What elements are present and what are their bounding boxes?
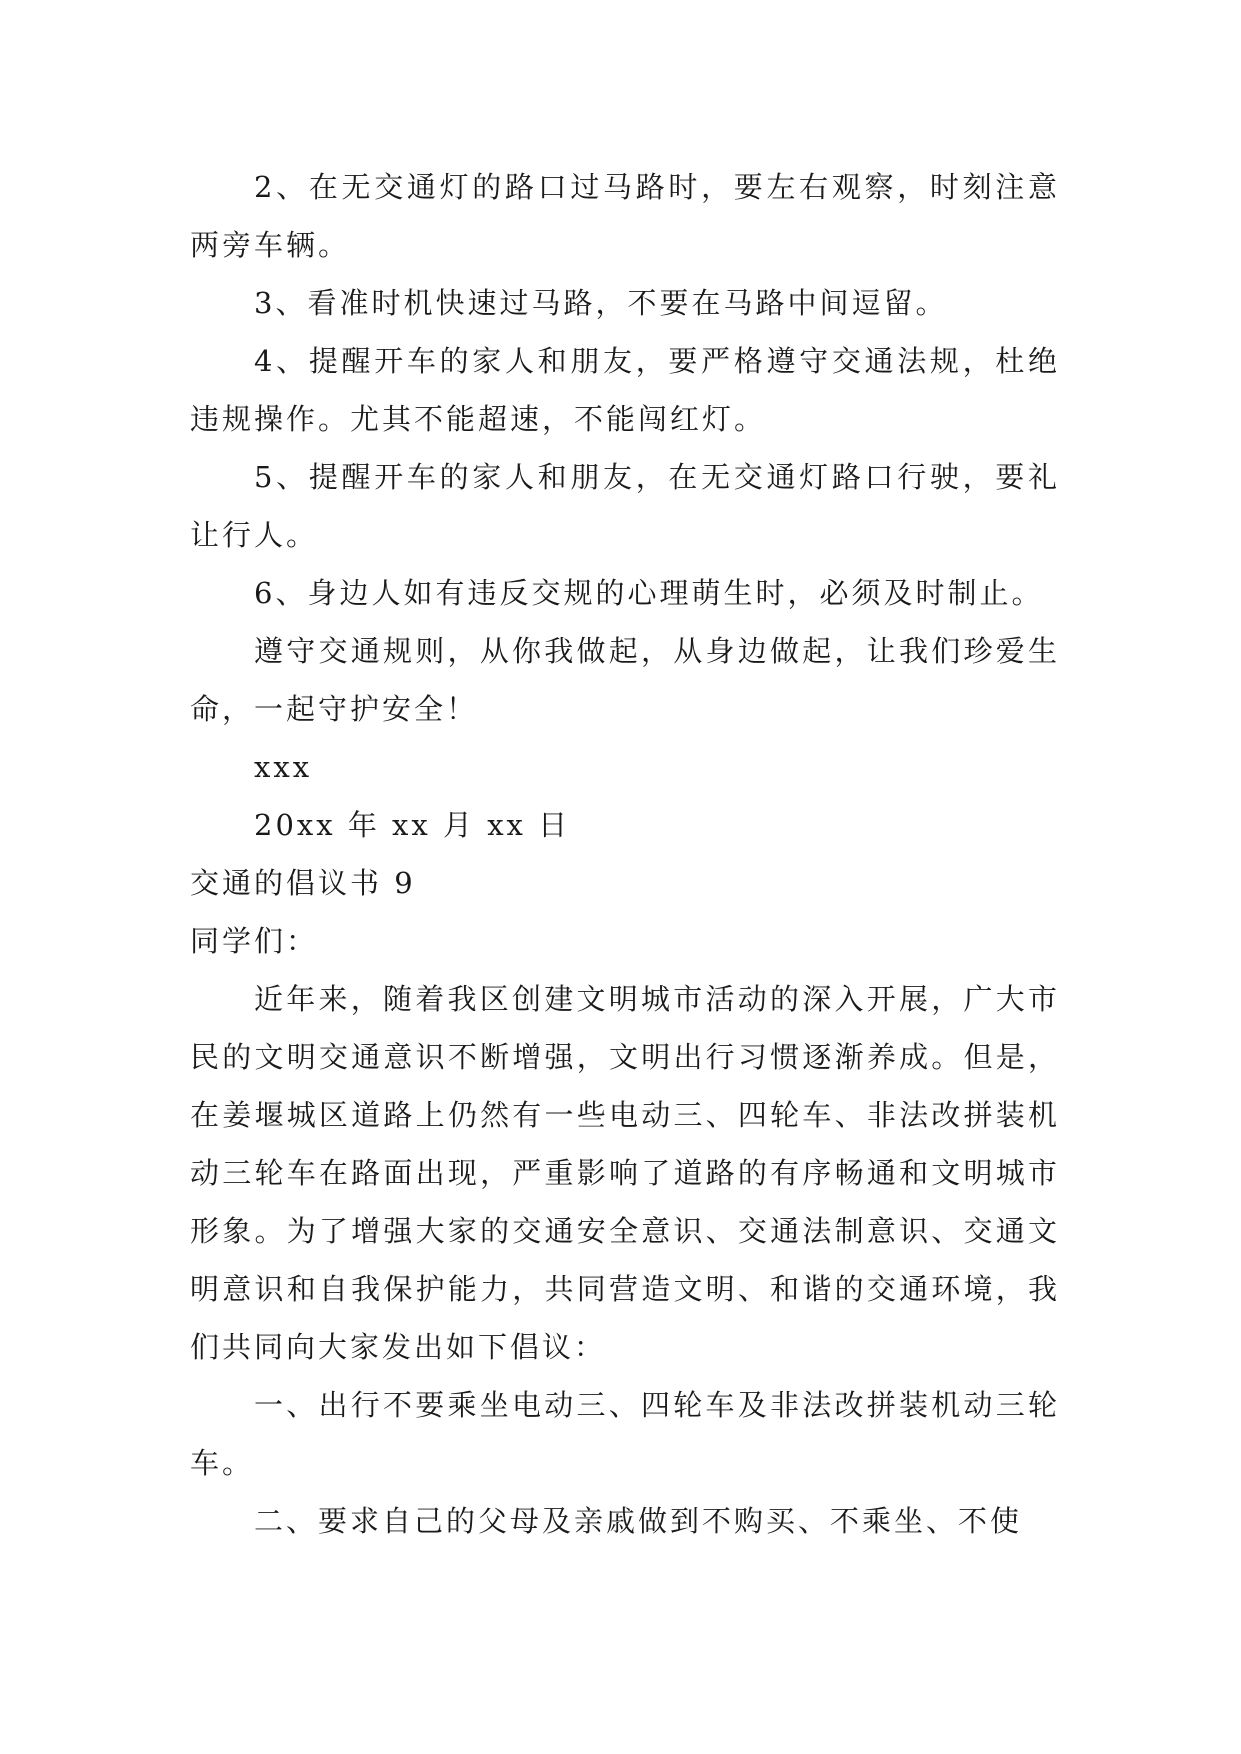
document-body: [190, 158, 1060, 1550]
signature: xxx: [254, 750, 313, 784]
body-paragraph-intro: 近年来，随着我区创建文明城市活动的深入开展，广大市民的文明交通意识不断增强，文明出行习惯逐渐养成。但是，在姜堰城区道路上仍然有一些电动三、四轮车、非法改拼装机动三轮车在路面出现，严重影响了道路的有序畅通和文明城市形象。为了增强大家的交通安全意识、交通法制意识、交通文明意识和自我保护能力，共同营造文明、和谐的交通环境，我们共同向大家发出如下倡议：: [190, 982, 1060, 1364]
paragraph-item-6: 6、身边人如有违反交规的心理萌生时，必须及时制止。: [254, 576, 1044, 610]
paragraph-item-4: 4、提醒开车的家人和朋友，要严格遵守交通法规，杜绝违规操作。尤其不能超速，不能闯红灯。: [190, 344, 1060, 436]
date-line: 20xx 年 xx 月 xx 日: [254, 808, 571, 842]
body-paragraph-two: 二、要求自己的父母及亲戚做到不购买、不乘坐、不使: [254, 1504, 1023, 1538]
body-paragraph-one: 一、出行不要乘坐电动三、四轮车及非法改拼装机动三轮车。: [190, 1388, 1060, 1480]
paragraph-item-3: 3、看准时机快速过马路，不要在马路中间逗留。: [254, 286, 948, 320]
paragraph-item-5: 5、提醒开车的家人和朋友，在无交通灯路口行驶，要礼让行人。: [190, 460, 1060, 552]
closing-paragraph: 遵守交通规则，从你我做起，从身边做起，让我们珍爱生命，一起守护安全！: [190, 634, 1060, 726]
paragraph-item-2: 2、在无交通灯的路口过马路时，要左右观察，时刻注意两旁车辆。: [190, 170, 1060, 262]
salutation: 同学们：: [190, 924, 319, 958]
section-title: 交通的倡议书 9: [190, 866, 416, 900]
